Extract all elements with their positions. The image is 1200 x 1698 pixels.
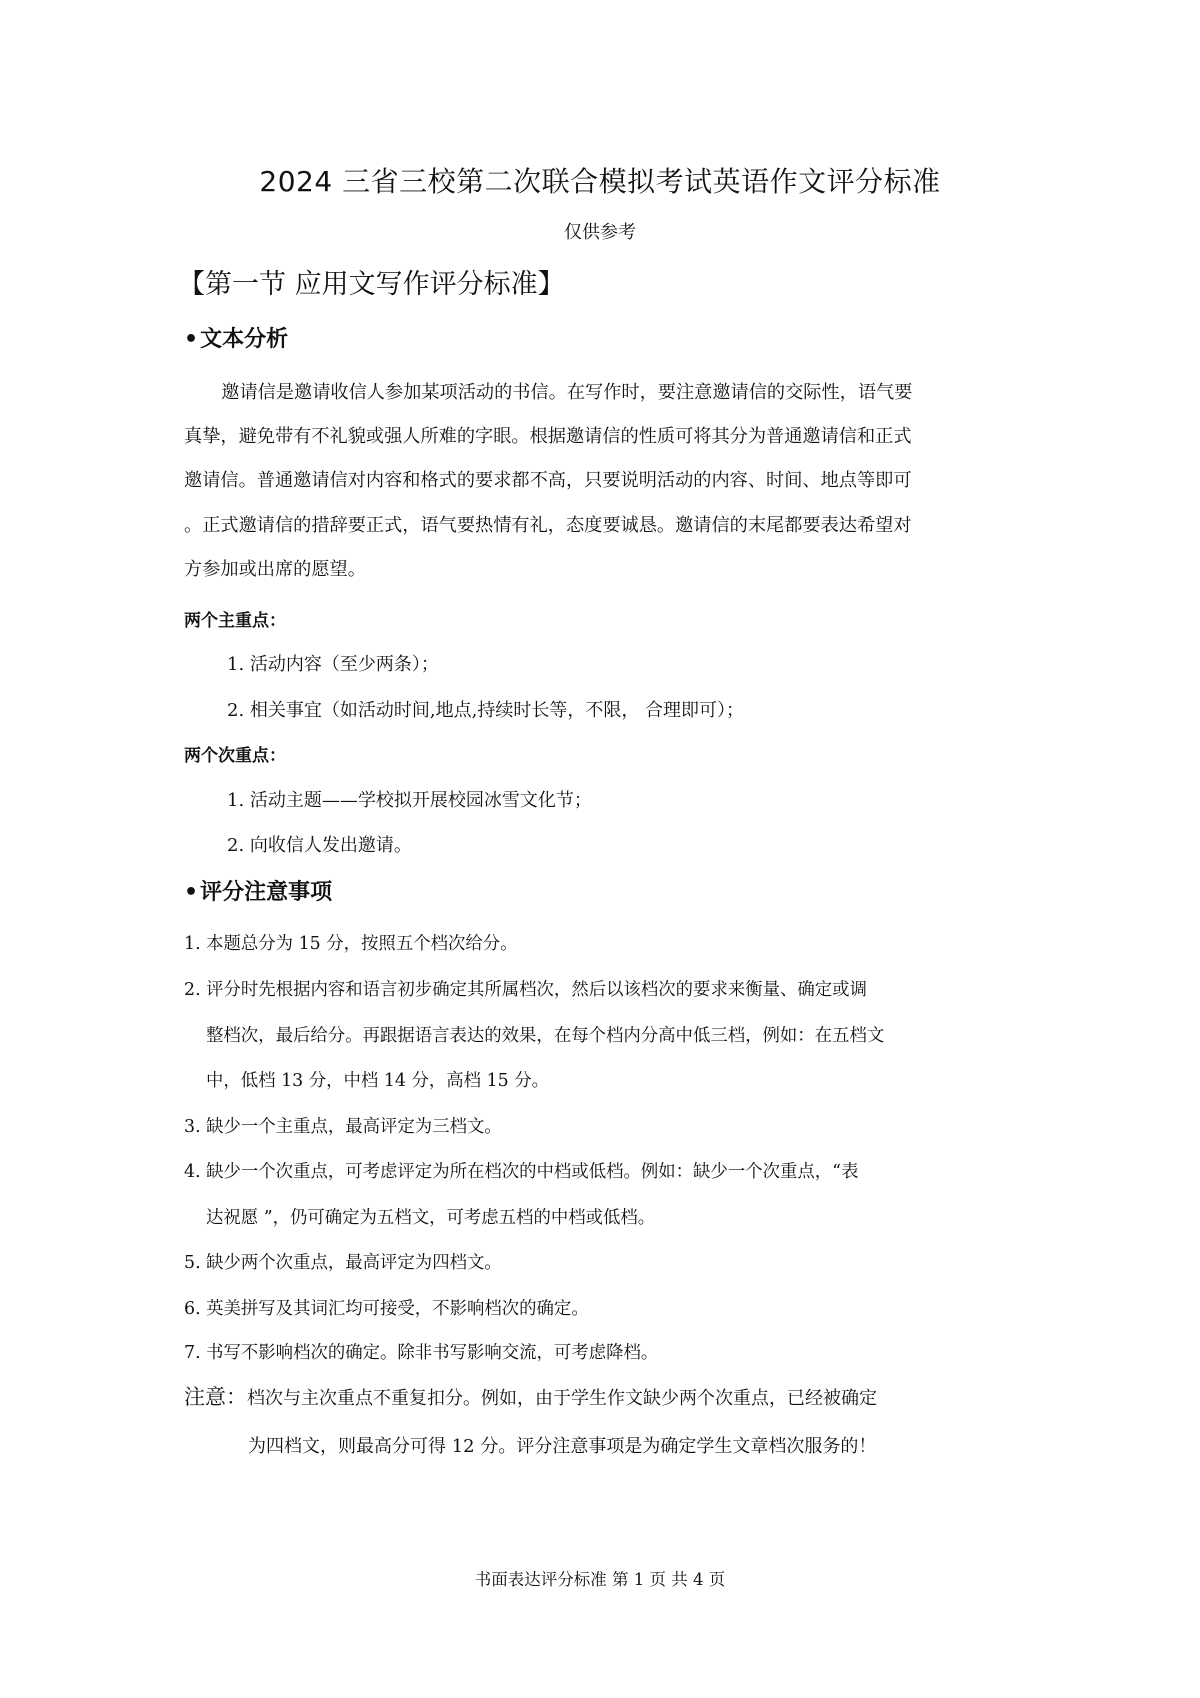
scoring-rule-continuation: 整档次，最后给分。再跟据语言表达的效果，在每个档内分高中低三档，例如：在五档文 [206,1026,885,1046]
main-points-label: 两个主重点： [184,611,286,631]
note-continuation: 为四档文，则最高分可得 12 分。评分注意事项是为确定学生文章档次服务的！ [248,1436,877,1457]
text-analysis-heading-text: 文本分析 [200,327,289,352]
scoring-rule: 3. 缺少一个主重点，最高评定为三档文。 [184,1117,502,1137]
note [184,1381,877,1411]
secondary-point-item: 1. 活动主题——学校拟开展校园冰雪文化节； [227,790,592,811]
scoring-rule: 2. 评分时先根据内容和语言初步确定其所属档次，然后以该档次的要求来衡量、确定或调 [184,980,867,1000]
document-subtitle: 仅供参考 [564,222,636,243]
text-analysis-paragraph [184,371,1030,592]
scoring-rule: 7. 书写不影响档次的确定。除非书写影响交流，可考虑降档。 [184,1343,659,1363]
paragraph-line: 真挚，避免带有不礼貌或强人所难的字眼。根据邀请信的性质可将其分为普通邀请信和正式 [184,426,912,448]
section-heading: 【第一节 应用文写作评分标准】 [178,269,565,300]
scoring-rule-continuation: 中，低档 13 分，中档 14 分，高档 15 分。 [206,1071,550,1091]
main-point-item: 2. 相关事宜（如活动时间,地点,持续时长等，不限， 合理即可）； [227,700,745,721]
bullet-icon: • [184,880,199,905]
scoring-notes-heading-text: 评分注意事项 [200,880,333,905]
secondary-point-item: 2. 向收信人发出邀请。 [227,835,412,856]
note-text: 档次与主次重点不重复扣分。例如，由于学生作文缺少两个次重点，已经被确定 [247,1388,877,1409]
scoring-rule: 1. 本题总分为 15 分，按照五个档次给分。 [184,934,518,954]
paragraph-line: 邀请信。普通邀请信对内容和格式的要求都不高，只要说明活动的内容、时间、地点等即可 [184,470,912,492]
main-point-item: 1. 活动内容（至少两条）； [227,654,439,675]
paragraph-line: 邀请信是邀请收信人参加某项活动的书信。在写作时，要注意邀请信的交际性，语气要 [221,382,913,403]
note-label: 注意： [184,1385,247,1409]
scoring-notes-heading [184,875,332,906]
document-title: 2024 三省三校第二次联合模拟考试英语作文评分标准 [259,165,941,198]
paragraph-line: 。正式邀请信的措辞要正式，语气要热情有礼，态度要诚恳。邀请信的末尾都要表达希望对 [184,514,912,536]
bullet-icon: • [184,327,199,352]
scoring-rule-continuation: 达祝愿 ”，仍可确定为五档文，可考虑五档的中档或低档。 [206,1208,656,1228]
paragraph-line: 方参加或出席的愿望。 [184,558,366,580]
scoring-rule: 5. 缺少两个次重点，最高评定为四档文。 [184,1253,502,1273]
scoring-rule: 6. 英美拼写及其词汇均可接受，不影响档次的确定。 [184,1299,589,1319]
secondary-points-label: 两个次重点： [184,746,286,766]
text-analysis-heading [184,322,288,353]
page-footer: 书面表达评分标准 第 1 页 共 4 页 [474,1570,726,1589]
scoring-rule: 4. 缺少一个次重点，可考虑评定为所在档次的中档或低档。例如：缺少一个次重点，“表 [184,1162,859,1182]
